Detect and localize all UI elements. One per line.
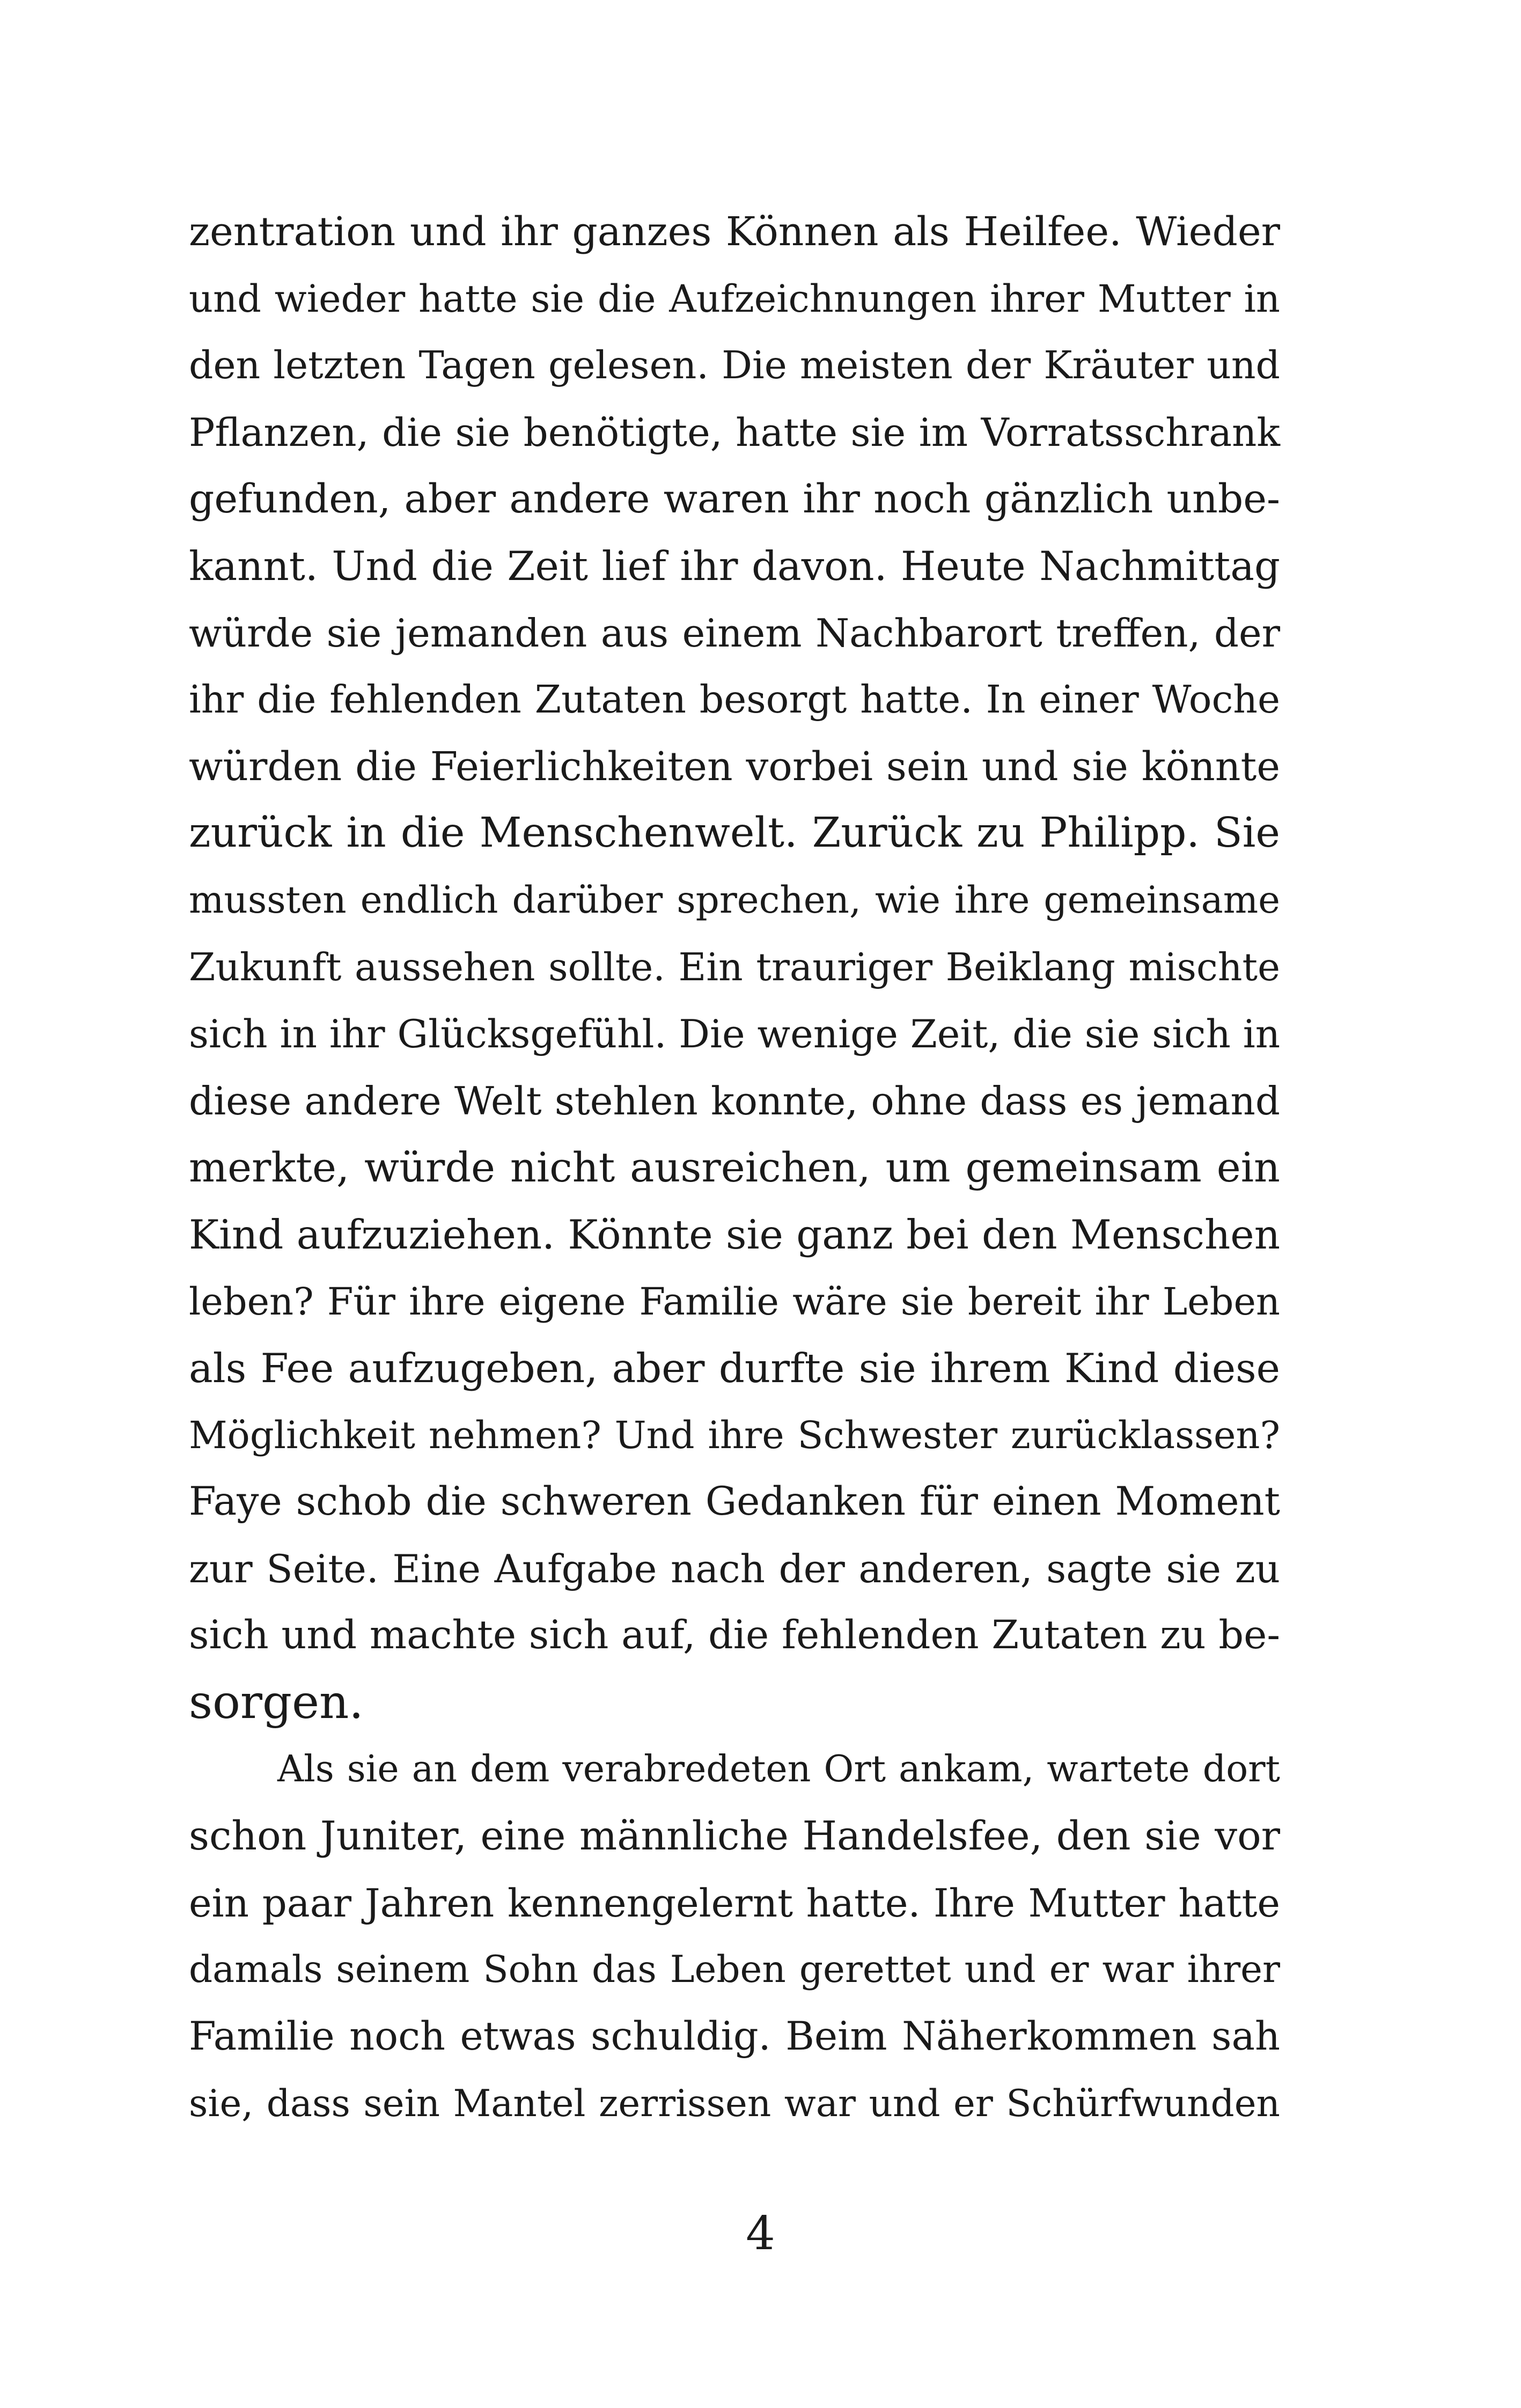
text-line: Familie noch etwas schuldig. Beim Näherkommen sah bbox=[189, 2014, 1280, 2060]
text-line: gefunden, aber andere waren ihr noch gänzlich unbe- bbox=[189, 476, 1280, 523]
text-line: kannt. Und die Zeit lief ihr davon. Heute Nachmittag bbox=[189, 542, 1280, 590]
text-line: Zukunft aussehen sollte. Ein trauriger Beiklang mischte bbox=[189, 944, 1280, 989]
text-line: Kind aufzuziehen. Könnte sie ganz bei den Menschen bbox=[189, 1210, 1280, 1258]
text-line: und wieder hatte sie die Aufzeichnungen ihrer Mutter in bbox=[189, 276, 1280, 321]
text-line: sich und machte sich auf, die fehlenden Zutaten zu be- bbox=[189, 1612, 1280, 1658]
text-line: diese andere Welt stehlen konnte, ohne dass es jemand bbox=[189, 1078, 1280, 1124]
text-line: sorgen. bbox=[189, 1676, 364, 1730]
text-line: ihr die fehlenden Zutaten besorgt hatte. In einer Woche bbox=[189, 677, 1280, 722]
text-line: würden die Feierlichkeiten vorbei sein und sie könnte bbox=[189, 743, 1280, 790]
text-line: Als sie an dem verabredeten Ort ankam, wartete dort bbox=[277, 1748, 1280, 1790]
text-line: Möglichkeit nehmen? Und ihre Schwester zurücklassen? bbox=[189, 1413, 1280, 1457]
text-line: ein paar Jahren kennengelernt hatte. Ihre Mutter hatte bbox=[189, 1880, 1280, 1926]
text-line: Pflanzen, die sie benötigte, hatte sie im Vorratsschrank bbox=[189, 409, 1280, 455]
text-line: würde sie jemanden aus einem Nachbarort treffen, der bbox=[189, 610, 1280, 656]
text-line: damals seinem Sohn das Leben gerettet und er war ihrer bbox=[189, 1948, 1280, 1992]
text-line: sich in ihr Glücksgefühl. Die wenige Zeit, die sie sich in bbox=[189, 1011, 1281, 1057]
text-line: als Fee aufzugeben, aber durfte sie ihrem Kind diese bbox=[189, 1345, 1280, 1392]
text-line: Faye schob die schweren Gedanken für einen Moment bbox=[189, 1479, 1280, 1525]
text-line: sie, dass sein Mantel zerrissen war und er Schürfwunden bbox=[189, 2082, 1280, 2125]
text-line: schon Juniter, eine männliche Handelsfee, den sie vor bbox=[189, 1813, 1280, 1860]
paragraph-2 bbox=[189, 1736, 1280, 2138]
text-line: zur Seite. Eine Aufgabe nach der anderen, sagte sie zu bbox=[189, 1546, 1280, 1591]
page-number: 4 bbox=[746, 2207, 775, 2260]
text-line: den letzten Tagen gelesen. Die meisten der Kräuter und bbox=[189, 343, 1280, 388]
body-text bbox=[189, 199, 1280, 2137]
text-line: zentration und ihr ganzes Können als Heilfee. Wieder bbox=[189, 209, 1280, 255]
text-line: merkte, würde nicht ausreichen, um gemeinsam ein bbox=[189, 1143, 1280, 1192]
text-line: leben? Für ihre eigene Familie wäre sie bereit ihr Leben bbox=[189, 1279, 1280, 1324]
text-line: zurück in die Menschenwelt. Zurück zu Philipp. Sie bbox=[189, 809, 1280, 857]
text-line: mussten endlich darüber sprechen, wie ihre gemeinsame bbox=[189, 878, 1280, 922]
paragraph-1 bbox=[189, 199, 1280, 1736]
